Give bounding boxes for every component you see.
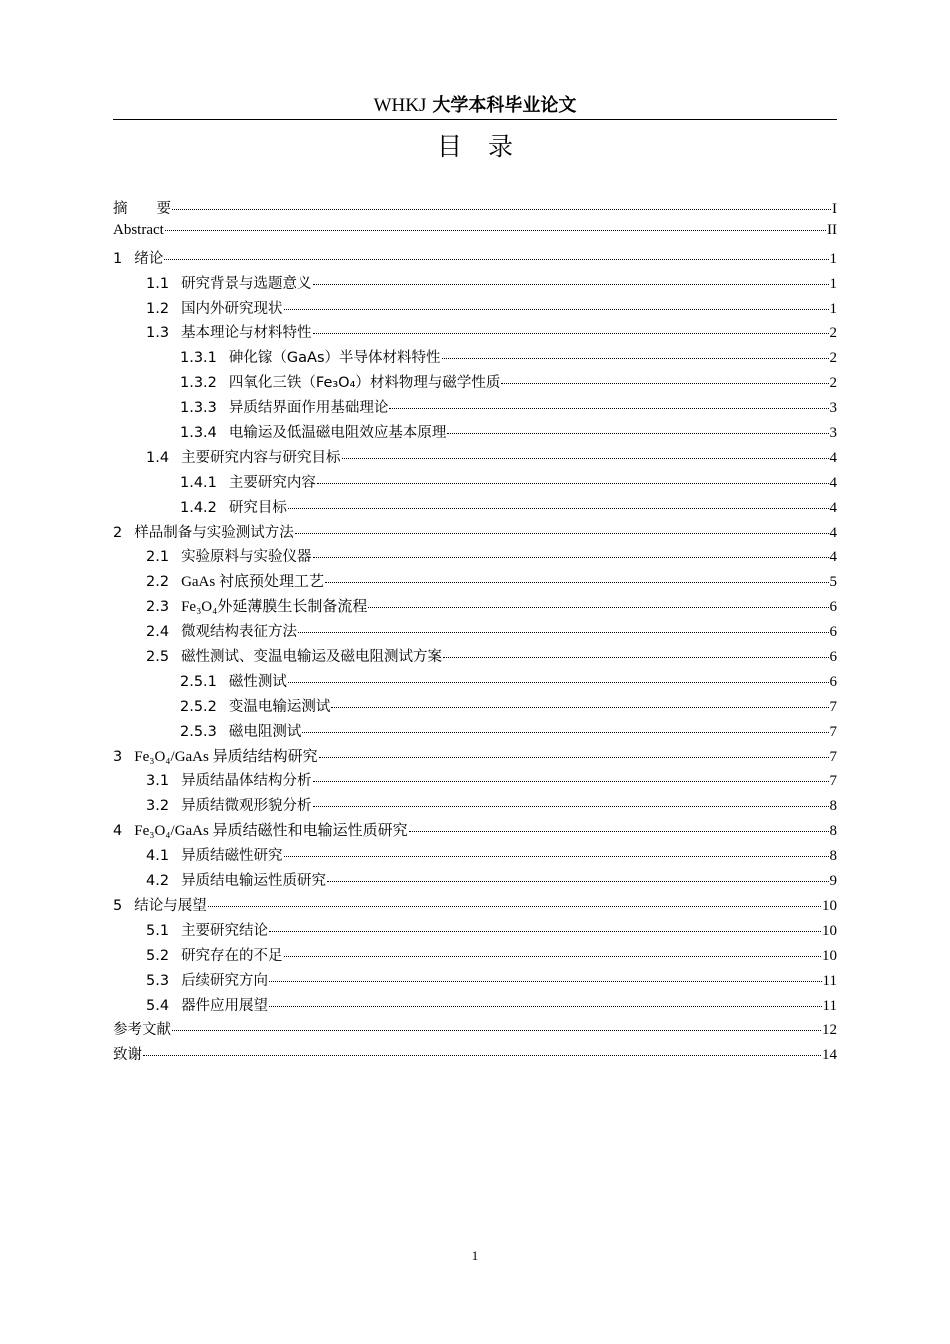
toc-entry-page: 8 [829, 848, 837, 865]
toc-entry-title: 研究背景与选题意义 [181, 275, 312, 292]
dot-leader [143, 1055, 821, 1056]
toc-entry-label [146, 969, 268, 990]
toc-entry-title: 样品制备与实验测试方法 [134, 524, 294, 541]
toc-entry-page: 14 [822, 1047, 837, 1064]
toc-entry-label [113, 1018, 171, 1039]
dot-leader [443, 657, 828, 658]
dot-leader [313, 333, 829, 334]
toc-entry-number: 1.3.3 [180, 400, 217, 417]
toc-entry-page: I [832, 201, 837, 217]
header-title: 大学本科毕业论文 [432, 95, 577, 116]
toc-entry-title: 异质结电输运性质研究 [181, 873, 327, 890]
toc-entry-page: 12 [822, 1022, 837, 1039]
toc-entry[interactable] [113, 272, 837, 297]
toc-entry-title: 异质结晶体结构分析 [181, 773, 312, 790]
toc-entry-page: 3 [829, 400, 837, 417]
toc-entry-title: 异质结界面作用基础理论 [228, 400, 389, 417]
toc-entry-label [113, 247, 163, 268]
toc-entry-label [146, 944, 283, 965]
toc-entry[interactable] [113, 720, 837, 745]
dot-leader [302, 732, 828, 733]
toc-entry-page: 4 [829, 499, 837, 516]
toc-entry-label [113, 894, 207, 915]
toc-entry-page: 11 [822, 997, 837, 1014]
toc-entry-label [180, 471, 316, 492]
toc-entry-page: 10 [822, 947, 837, 964]
toc-entry-number: 2.5.1 [180, 673, 217, 690]
dot-leader [269, 1006, 821, 1007]
toc-entry[interactable] [113, 297, 837, 322]
dot-leader [284, 856, 829, 857]
toc-entry-label [113, 197, 171, 218]
toc-entry-number: 2 [113, 524, 123, 541]
toc-entry-title: Fe₃O₄/GaAs 异质结磁性和电输运性质研究 [134, 823, 408, 840]
toc-entry-number: 2.5.3 [180, 723, 217, 740]
toc-entry-title: 电输运及低温磁电阻效应基本原理 [228, 425, 447, 442]
toc-entry[interactable] [113, 944, 837, 969]
toc-entry[interactable] [113, 894, 837, 919]
toc-entry[interactable] [113, 794, 837, 819]
toc-entry[interactable] [113, 371, 837, 396]
toc-entry-page: 6 [829, 649, 837, 666]
toc-entry-title: 摘 要 [113, 201, 171, 217]
toc-entry-label [146, 844, 283, 865]
toc-entry-title: 绪论 [134, 250, 164, 267]
toc-entry-title: 后续研究方向 [181, 972, 269, 989]
toc-entry-number: 1.3.2 [180, 375, 217, 392]
dot-leader [269, 981, 821, 982]
toc-entry-title: 致谢 [113, 1047, 142, 1064]
toc-entry-page: 2 [829, 375, 837, 392]
dot-leader [269, 931, 821, 932]
toc-entry[interactable] [113, 645, 837, 670]
toc-entry-number: 2.4 [146, 624, 170, 641]
toc-entry-title: Fe₃O₄/GaAs 异质结结构研究 [134, 748, 318, 765]
toc-entry-number: 4.1 [146, 848, 170, 865]
dot-leader [389, 408, 828, 409]
toc-entry-title: 异质结微观形貌分析 [181, 798, 312, 815]
dot-leader [409, 831, 829, 832]
toc-entry-page: 7 [829, 698, 837, 715]
toc-entry-title: Fe₃O₄外延薄膜生长制备流程 [181, 599, 368, 616]
dot-leader [164, 259, 828, 260]
toc-entry-number: 3.2 [146, 798, 170, 815]
toc-entry-label [146, 297, 283, 318]
toc-entry-page: 6 [829, 673, 837, 690]
toc-entry-page: 11 [822, 972, 837, 989]
toc-entry[interactable] [113, 496, 837, 521]
toc-entry-title: Abstract [113, 221, 164, 238]
toc-entry-label [113, 819, 408, 840]
toc-entry-label [180, 670, 287, 691]
toc-entry[interactable] [113, 247, 837, 272]
toc-entry-label [180, 346, 441, 367]
dot-leader [368, 607, 828, 608]
toc-entry-label [146, 446, 341, 467]
toc-entry-number: 5.1 [146, 922, 170, 939]
toc-entry-label [146, 620, 297, 641]
toc-entry-page: 4 [829, 474, 837, 491]
toc-entry-label [113, 521, 294, 542]
dot-leader [313, 557, 829, 558]
toc-entry-page: 1 [829, 275, 837, 292]
toc-entry-page: 8 [829, 823, 837, 840]
toc-entry[interactable] [113, 620, 837, 645]
toc-entry-title: 磁性测试 [228, 673, 287, 690]
page-header [113, 92, 837, 120]
toc-entry-title: 器件应用展望 [181, 997, 269, 1014]
toc-entry[interactable] [113, 994, 837, 1019]
dot-leader [313, 284, 829, 285]
toc-entry-label [180, 496, 287, 517]
toc-entry-label [180, 371, 500, 392]
toc-entry-number: 1.2 [146, 300, 170, 317]
toc-entry-title: 结论与展望 [134, 897, 207, 914]
dot-leader [325, 582, 829, 583]
toc-entry-page: 3 [829, 425, 837, 442]
toc-entry-title: 实验原料与实验仪器 [181, 549, 312, 566]
dot-leader [288, 508, 829, 509]
toc-entry-page: 10 [822, 897, 837, 914]
toc-entry[interactable] [113, 1018, 837, 1043]
toc-entry-number: 1.3.4 [180, 425, 217, 442]
toc-entry-number: 2.1 [146, 549, 170, 566]
toc-entry[interactable] [113, 670, 837, 695]
toc-entry-number: 2.3 [146, 599, 170, 616]
toc-entry-title: 研究目标 [228, 499, 287, 516]
dot-leader [172, 1030, 821, 1031]
toc-entry-number: 1 [113, 250, 123, 267]
toc-entry[interactable] [113, 869, 837, 894]
toc-entry[interactable] [113, 421, 837, 446]
toc-entry-label [180, 695, 330, 716]
toc-entry-title: 国内外研究现状 [181, 300, 283, 317]
toc-entry-page: 4 [829, 549, 837, 566]
toc-entry-number: 5.3 [146, 972, 170, 989]
toc-entry-number: 2.5.2 [180, 698, 217, 715]
dot-leader [342, 458, 829, 459]
toc-entry-title: 四氧化三铁（Fe₃O₄）材料物理与磁学性质 [228, 375, 501, 392]
toc-entry-number: 1.3.1 [180, 350, 217, 367]
toc-entry[interactable] [113, 396, 837, 421]
toc-entry-page: II [827, 221, 837, 238]
toc-entry-label [113, 1043, 142, 1064]
toc-entry-title: GaAs 衬底预处理工艺 [181, 574, 324, 591]
toc-entry-number: 1.3 [146, 325, 170, 342]
toc-entry[interactable] [113, 521, 837, 546]
toc-entry-page: 4 [829, 449, 837, 466]
toc-entry-title: 主要研究结论 [181, 922, 269, 939]
dot-leader [442, 358, 829, 359]
toc-entry-page: 2 [829, 325, 837, 342]
toc-entry-number: 2.5 [146, 649, 170, 666]
toc-entry-label [146, 645, 442, 666]
toc-entry-number: 2.2 [146, 574, 170, 591]
toc-entry-label [146, 272, 312, 293]
page-number: 1 [471, 1248, 479, 1263]
dot-leader [501, 383, 828, 384]
dot-leader [319, 757, 829, 758]
toc-entry[interactable] [113, 769, 837, 794]
dot-leader [172, 209, 831, 210]
dot-leader [295, 533, 829, 534]
toc-entry-number: 3 [113, 748, 123, 765]
dot-leader [284, 956, 821, 957]
toc-entry[interactable] [113, 819, 837, 844]
toc-entry[interactable] [113, 545, 837, 570]
toc-entry-label [180, 396, 388, 417]
header-latin: WHKJ [373, 95, 427, 116]
toc-entry[interactable] [113, 1043, 837, 1068]
toc-entry-title: 磁电阻测试 [228, 723, 302, 740]
toc-entry-title: 变温电输运测试 [228, 698, 331, 715]
toc-entry-page: 7 [829, 723, 837, 740]
table-of-contents [113, 197, 837, 1068]
toc-entry-label [146, 919, 268, 940]
toc-entry-title: 砷化镓（GaAs）半导体材料特性 [228, 350, 441, 367]
toc-entry-title: 研究存在的不足 [181, 947, 283, 964]
toc-entry-label [146, 570, 324, 591]
dot-leader [288, 682, 829, 683]
page-title: 目录 [436, 132, 539, 161]
toc-entry-page: 6 [829, 599, 837, 616]
toc-entry-title: 异质结磁性研究 [181, 848, 283, 865]
toc-entry-page: 5 [829, 574, 837, 591]
toc-entry-page: 10 [822, 922, 837, 939]
toc-entry-title: 基本理论与材料特性 [181, 325, 312, 342]
toc-entry-number: 5.4 [146, 997, 170, 1014]
toc-entry-number: 5 [113, 897, 123, 914]
toc-entry[interactable] [113, 321, 837, 346]
dot-leader [284, 309, 829, 310]
toc-entry[interactable] [113, 471, 837, 496]
toc-entry-title: 磁性测试、变温电输运及磁电阻测试方案 [181, 649, 443, 666]
toc-entry-label [146, 769, 312, 790]
toc-entry-label [146, 595, 367, 616]
toc-entry-page: 2 [829, 350, 837, 367]
toc-entry-number: 1.4.1 [180, 474, 217, 491]
toc-entry-page: 1 [829, 300, 837, 317]
dot-leader [208, 906, 821, 907]
toc-entry[interactable] [113, 570, 837, 595]
dot-leader [165, 230, 826, 231]
dot-leader [313, 806, 829, 807]
toc-entry[interactable] [113, 919, 837, 944]
toc-entry-number: 3.1 [146, 773, 170, 790]
dot-leader [313, 781, 829, 782]
toc-entry[interactable] [113, 222, 837, 247]
toc-entry-page: 7 [829, 773, 837, 790]
toc-entry-number: 4 [113, 823, 123, 840]
toc-entry[interactable] [113, 197, 837, 222]
dot-leader [317, 483, 829, 484]
toc-entry-page: 1 [829, 250, 837, 267]
toc-entry[interactable] [113, 595, 837, 620]
toc-entry-page: 9 [829, 873, 837, 890]
toc-entry-page: 6 [829, 624, 837, 641]
toc-entry[interactable] [113, 346, 837, 371]
toc-entry-label [180, 421, 446, 442]
toc-entry[interactable] [113, 695, 837, 720]
toc-entry-label [113, 745, 318, 766]
dot-leader [327, 881, 828, 882]
toc-entry-label [146, 545, 312, 566]
toc-entry[interactable] [113, 844, 837, 869]
toc-entry-page: 7 [829, 748, 837, 765]
toc-entry-number: 5.2 [146, 947, 170, 964]
toc-entry-number: 4.2 [146, 873, 170, 890]
toc-entry-page: 4 [829, 524, 837, 541]
dot-leader [447, 433, 828, 434]
toc-entry-label [146, 994, 268, 1015]
toc-entry-label [146, 869, 326, 890]
toc-entry[interactable] [113, 446, 837, 471]
toc-entry-label [180, 720, 301, 741]
toc-entry-title: 参考文献 [113, 1022, 171, 1039]
toc-entry-label [113, 222, 164, 239]
toc-entry-page: 8 [829, 798, 837, 815]
toc-entry-number: 1.1 [146, 275, 170, 292]
toc-entry-number: 1.4 [146, 449, 170, 466]
dot-leader [298, 632, 828, 633]
toc-entry-title: 主要研究内容与研究目标 [181, 449, 341, 466]
dot-leader [331, 707, 828, 708]
toc-entry-label [146, 794, 312, 815]
toc-entry[interactable] [113, 969, 837, 994]
toc-entry-label [146, 321, 312, 342]
toc-entry[interactable] [113, 745, 837, 770]
toc-entry-title: 微观结构表征方法 [181, 624, 298, 641]
toc-entry-title: 主要研究内容 [228, 474, 316, 491]
toc-entry-number: 1.4.2 [180, 499, 217, 516]
